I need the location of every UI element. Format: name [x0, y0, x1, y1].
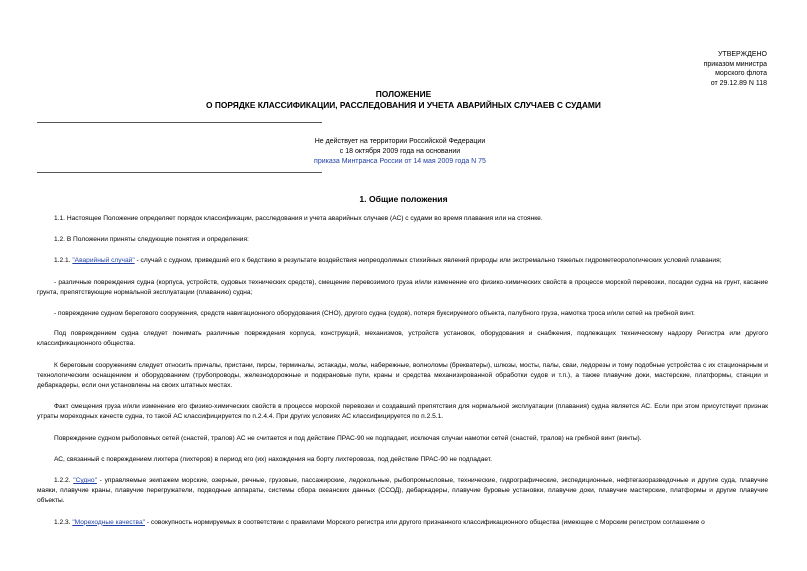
document-body	[37, 214, 768, 539]
paragraph-lighter: АС, связанный с повреждением лихтера (лихтеров) в период его (их) нахождения на борту лихтеровоза, под действие ПРАС-90 не подпадает.	[54, 455, 492, 463]
title-line-1: ПОЛОЖЕНИЕ	[375, 89, 432, 99]
section-title: 1. Общие положения	[359, 194, 448, 204]
term-link-seaworthiness[interactable]: "Мореходные качества"	[72, 518, 145, 526]
status-line-2: с 18 октября 2009 года на основании	[339, 148, 461, 155]
approval-line-1: УТВЕРЖДЕНО	[717, 51, 767, 58]
paragraph-text: - управляемые экипажем морские, озерные, речные, грузовые, пассажирские, ледокольные, рыбопромысловые, технические, гидрографические, экспедиционные, нефтегазоразведочные и другие суда, плавучие маяки, плавучие краны, плавучие перегружатели, подводные аппараты, системы сбора океанских данных (ССОД), дебаркадеры, плавучие буровые установки, плавучие доки, плавучие мастерские, платформы и другие плавучие объекты.	[37, 477, 768, 505]
status-line-1: Не действует на территории Российской Федерации	[314, 138, 486, 145]
approval-stamp	[704, 50, 767, 88]
paragraph-number: 1.2.3.	[54, 518, 73, 526]
term-link-accident[interactable]: "Аварийный случай"	[72, 257, 135, 265]
document-title	[0, 89, 807, 111]
approval-line-3: морского флота	[715, 70, 767, 77]
paragraph-shore-damage: - повреждение судном берегового сооружения, средств навигационного оборудования (СНО), другого судна (судов), потеря буксируемого объекта, палубного груза, намотка троса и/или сетей на гребной винт.	[54, 310, 695, 318]
paragraph-fishing-nets: Повреждение судном рыболовных сетей (снастей, тралов) АС не считается и под действие ПРАС-90 не подпадает, исключая случаи намотки сетей (снастей, тралов) на гребной винт (винты).	[54, 434, 642, 442]
paragraph-shore-structures: К береговым сооружениям следует относить причалы, пристани, пирсы, терминалы, эстакады, молы, набережные, волноломы (брекватеры), шлюзы, мосты, палы, сваи, ледорезы и тому подобные устройства с их стационарным и технологическим оснащением и оборудованием (трубопроводы, железнодорожные и подкрановые пути, краны и средства механизированной обработки судов и т.п.), а также плавучие доки, мастерские, платформы, станции и дебаркадеры, если они установлены на своих штатных местах.	[37, 361, 768, 390]
paragraph-number: 1.2.2.	[54, 477, 74, 485]
status-link[interactable]: приказа Минтранса России от 14 мая 2009 года N 75	[314, 158, 486, 165]
approval-line-2: приказом министра	[703, 60, 767, 68]
title-line-2: О ПОРЯДКЕ КЛАССИФИКАЦИИ, РАССЛЕДОВАНИЯ И УЧЕТА АВАРИЙНЫХ СЛУЧАЕВ С СУДАМИ	[206, 100, 601, 110]
paragraph-1-2-1	[37, 256, 768, 266]
term-link-vessel[interactable]: "Судно"	[73, 477, 97, 485]
status-note	[250, 137, 550, 167]
paragraph-number: 1.2.1.	[54, 257, 73, 265]
paragraph-cargo-shift: Факт смещения груза и/или изменение его физико-химических свойств в процессе морской перевозки и создавший препятствия для нормальной эксплуатации (плавания) судна является АС. Если при этом присутствует признак утраты мореходных качеств судна, то такой АС классифицируется по п.2.4.4. При других условиях АС классифицируется по п.2.5.1.	[37, 403, 768, 421]
paragraph-text: - случай с судном, приведший его к бедствию в результате воздействия непреодолимых стихийных явлений природы или экстремально тяжелых гидрометеорологических условий плавания;	[134, 257, 722, 265]
paragraph-1-2: 1.2. В Положении приняты следующие понятия и определения:	[54, 236, 249, 244]
paragraph-ship-damage-definition: Под повреждением судна следует понимать различные повреждения корпуса, конструкций, механизмов, устройств установок, оборудования и снабжения, подлежащих техническому надзору Регистра или другого классификационного общества.	[37, 330, 768, 348]
paragraph-1-2-2	[37, 476, 768, 507]
paragraph-text: - совокупность нормируемых в соответствии с правилами Морского регистра или другого признанного классификационного общества (имеющее с Морским регистром соглашение о	[145, 518, 705, 526]
paragraph-1-1: 1.1. Настоящее Положение определяет порядок классификации, расследования и учета аварийных случаев (АС) с судами во время плавания или на стоянке.	[54, 215, 543, 222]
paragraph-1-2-3	[37, 518, 768, 528]
paragraph-damage-types: - различные повреждения судна (корпуса, устройств, судовых технических средств), смещение перевозимого груза и/или изменение его физико-химических свойств в процессе морской перевозки, посадки судна на грунт, касание грунта, препятствующие нормальной эксплуатации (плаванию) судна;	[37, 278, 768, 296]
divider-top	[37, 122, 322, 123]
divider-bottom	[37, 172, 322, 173]
approval-line-4: от 29.12.89 N 118	[710, 79, 767, 87]
